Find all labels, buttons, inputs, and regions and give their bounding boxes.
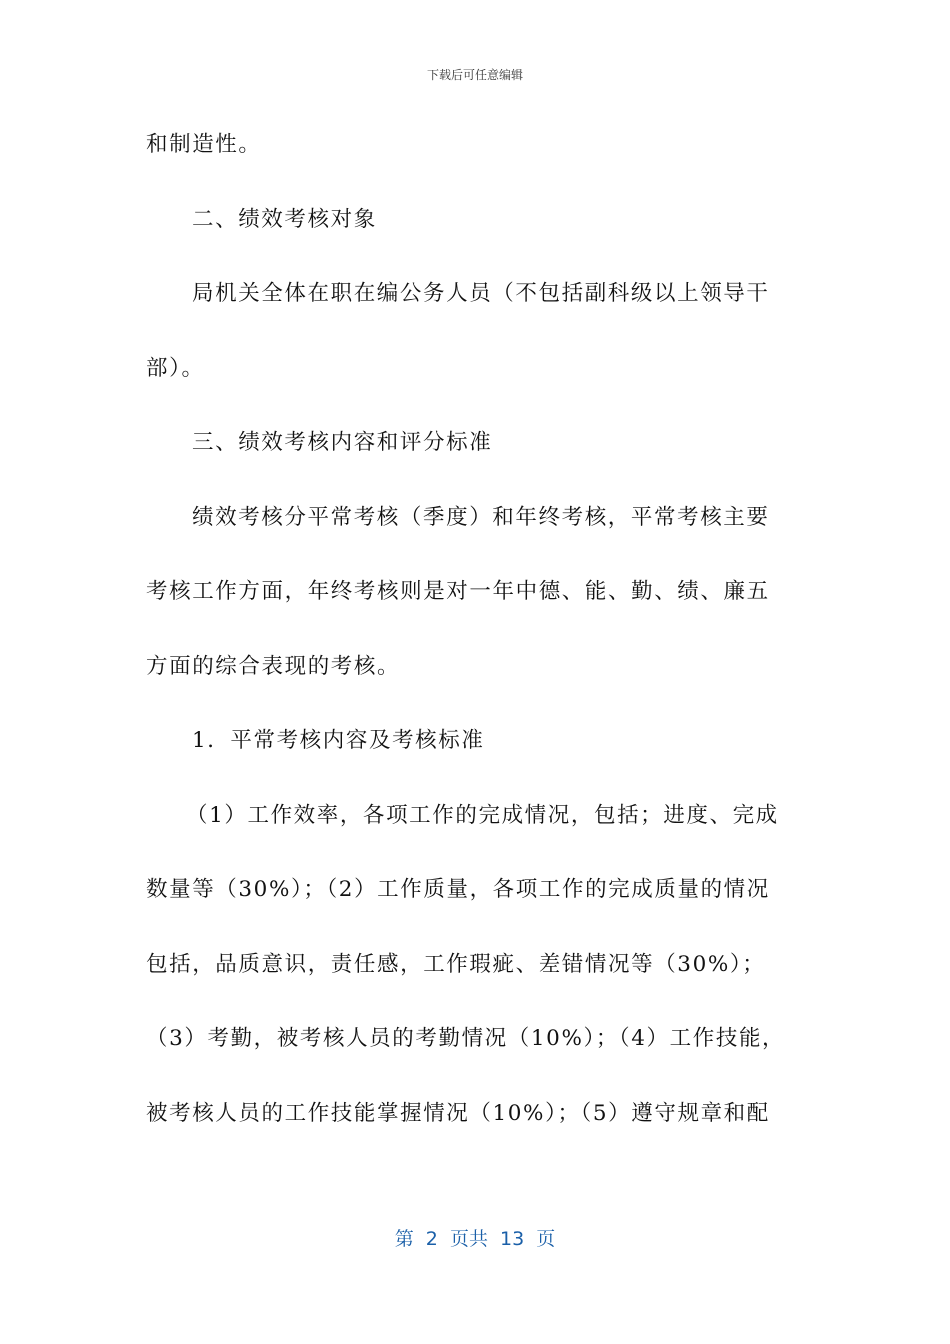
paragraph-line: 被考核人员的工作技能掌握情况（10%）；（5）遵守规章和配 [146,1100,770,1126]
download-edit-note: 下载后可任意编辑 [426,68,523,82]
document-body [146,126,806,1169]
paragraph-line: 局机关全体在职在编公务人员（不包括副科级以上领导干 [192,281,770,306]
paragraph-line: 绩效考核分平常考核（季度）和年终考核，平常考核主要 [192,504,770,530]
paragraph-line: 和制造性。 [146,132,262,157]
paragraph-line: （3）考勤，被考核人员的考勤情况（10%）；（4）工作技能， [146,1026,786,1051]
subsection-heading-1: 1．平常考核内容及考核标准 [192,728,485,753]
paragraph-line: 数量等（30%）；（2）工作质量，各项工作的完成质量的情况 [146,877,770,902]
section-heading-3: 三、绩效考核内容和评分标准 [192,430,493,455]
paragraph-line: 考核工作方面，年终考核则是对一年中德、能、勤、绩、廉五 [146,579,770,604]
page-number-label: 第 2 页共 13 页 [394,1228,556,1250]
page-number-footer [0,1224,950,1251]
paragraph-line: 包括，品质意识，责任感，工作瑕疵、差错情况等（30%）； [146,951,766,977]
paragraph-line: 方面的综合表现的考核。 [146,653,401,679]
section-heading-2: 二、绩效考核对象 [192,206,377,232]
paragraph-line: 部）。 [146,355,205,381]
paragraph-line: （1）工作效率，各项工作的完成情况，包括；进度、完成 [186,802,779,828]
